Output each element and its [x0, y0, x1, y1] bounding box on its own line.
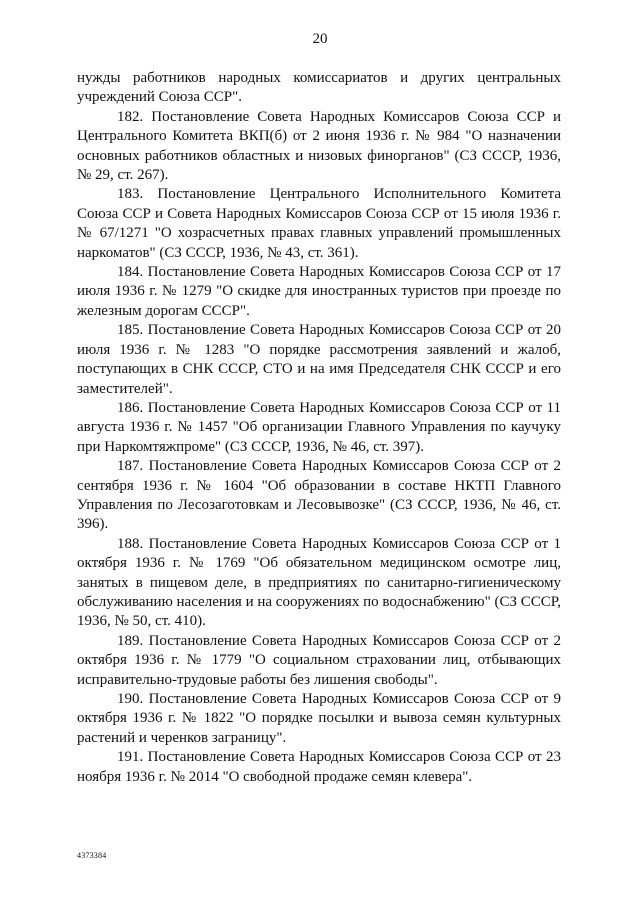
paragraph-item-187: 187. Постановление Совета Народных Комиссаров Союза ССР от 2 сентября 1936 г. № 1604 "Об образовании в составе НКТП Главного Управления по Лесозаготовкам и Лесовывозке" (СЗ СССР, 1936, № 46, ст. 396). — [77, 458, 561, 533]
paragraph-item-190: 190. Постановление Совета Народных Комиссаров Союза ССР от 9 октября 1936 г. № 1822 "О порядке посылки и вывоза семян культурных растений и черенков заграницу". — [77, 691, 561, 746]
paragraph-item-185: 185. Постановление Совета Народных Комиссаров Союза ССР от 20 июля 1936 г. № 1283 "О порядке рассмотрения заявлений и жалоб, поступающих в СНК СССР, СТО и на имя Председателя СНК СССР и его заместителей". — [77, 322, 561, 397]
page-number: 20 — [312, 31, 328, 47]
paragraph-item-188: 188. Постановление Совета Народных Комиссаров Союза ССР от 1 октября 1936 г. № 1769 "Об обязательном медицинском осмотре лиц, занятых в пищевом деле, в предприятиях по санитарно-гигиеническому обслуживанию населения и на сооружениях по водоснабжению" (СЗ СССР, 1936, № 50, ст. 410). — [77, 535, 561, 630]
document-code: 4373384 — [77, 851, 107, 860]
paragraph-item-182: 182. Постановление Совета Народных Комиссаров Союза ССР и Центрального Комитета ВКП(б) от 2 июня 1936 г. № 984 "О назначении основных работников областных и низовых финорганов" (СЗ СССР, 1936, № 29, ст. 267). — [77, 108, 561, 184]
paragraph-continuation: нужды работников народных комиссариатов и других центральных учреждений Союза ССР". — [77, 70, 561, 106]
paragraph-item-189: 189. Постановление Совета Народных Комиссаров Союза ССР от 2 октября 1936 г. № 1779 "О социальном страховании лиц, отбывающих исправительно-трудовые работы без лишения свободы". — [77, 632, 561, 688]
document-body — [77, 69, 561, 787]
paragraph-item-184: 184. Постановление Совета Народных Комиссаров Союза ССР от 17 июля 1936 г. № 1279 "О скидке для иностранных туристов при проезде по железным дорогам СССР". — [77, 264, 561, 319]
paragraph-item-186: 186. Постановление Совета Народных Комиссаров Союза ССР от 11 августа 1936 г. № 1457 "Об организации Главного Управления по каучуку при Наркомтяжпроме" (СЗ СССР, 1936, № 46, ст. 397). — [77, 399, 561, 455]
paragraph-item-191: 191. Постановление Совета Народных Комиссаров Союза ССР от 23 ноября 1936 г. № 2014 "О свободной продаже семян клевера". — [77, 749, 561, 785]
paragraph-item-183: 183. Постановление Центрального Исполнительного Комитета Союза ССР и Совета Народных Комиссаров Союза ССР от 15 июля 1936 г. № 67/1271 "О хозрасчетных правах главных управлений промышленных наркоматов" (СЗ СССР, 1936, № 43, ст. 361). — [77, 186, 561, 261]
